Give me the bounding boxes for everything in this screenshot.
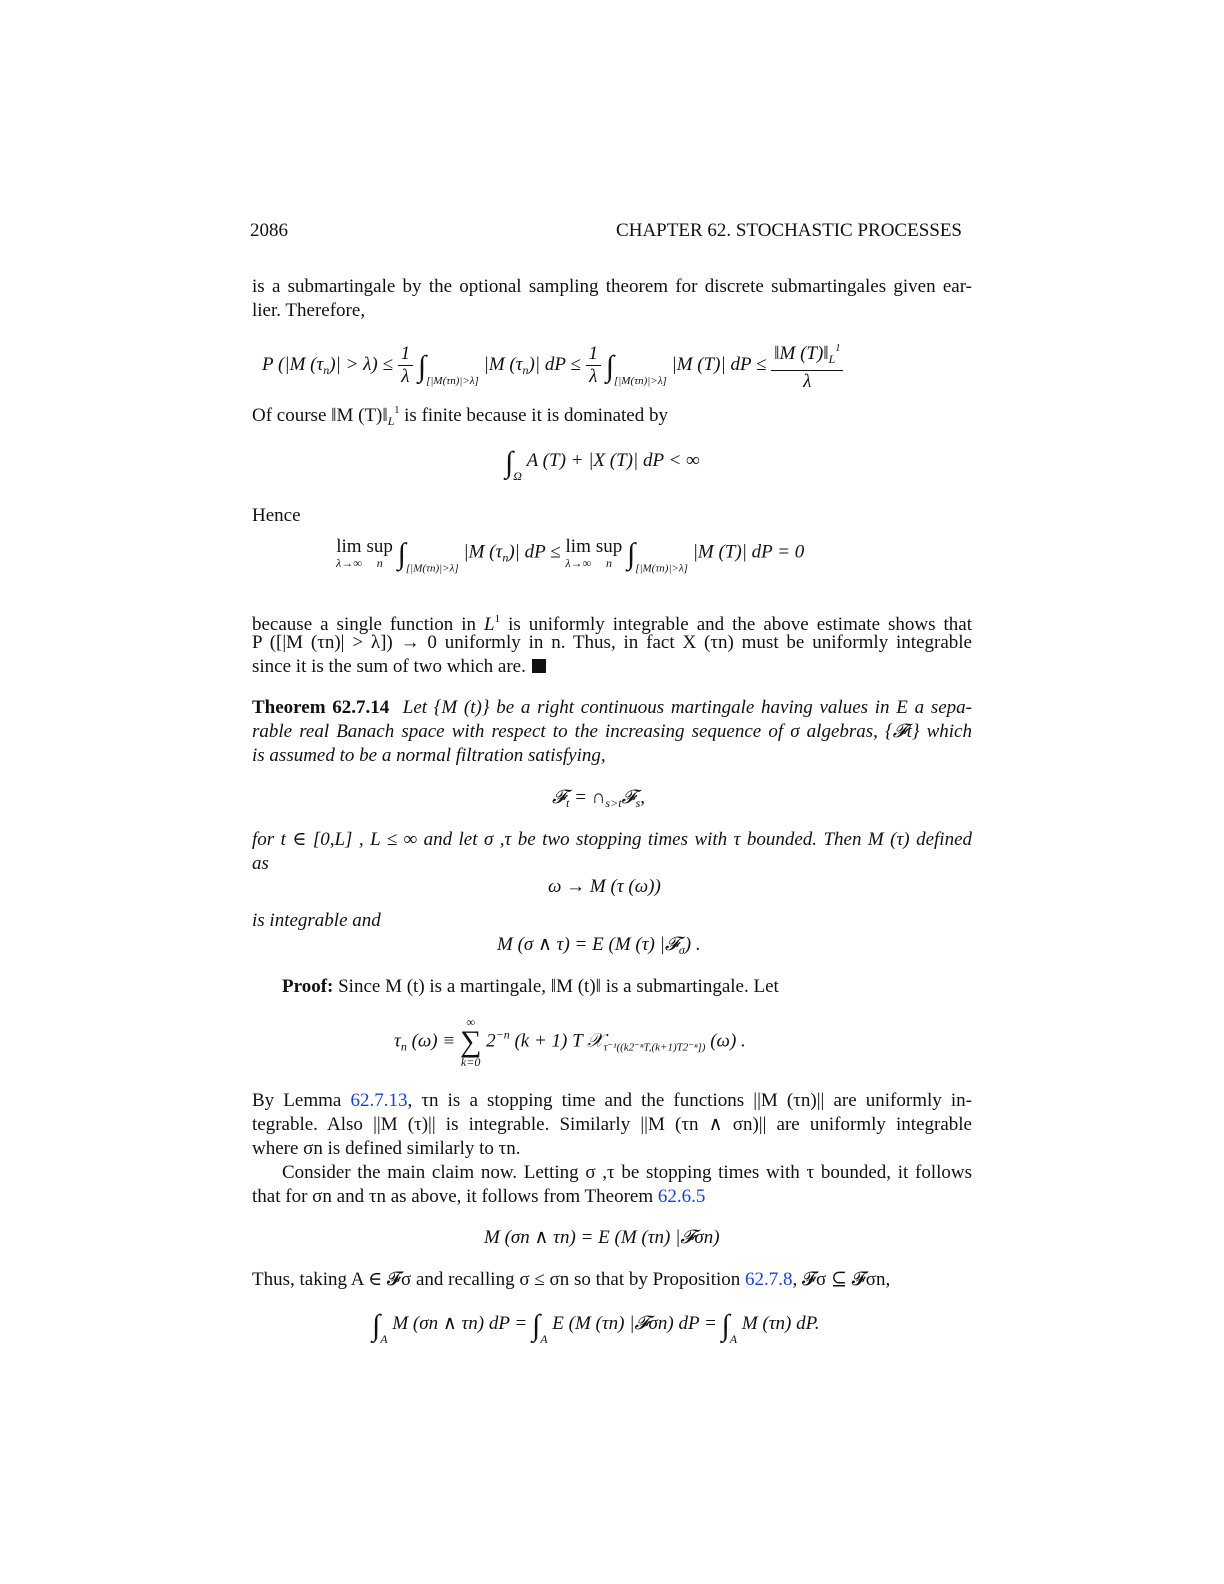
integral-domain: A: [729, 1332, 738, 1346]
fraction-numerator: 1: [586, 343, 602, 366]
eq-sup: 1: [394, 405, 400, 416]
text: , τn is a stopping time and the functions ||M (τn)|| are uniformly in-: [407, 1090, 973, 1111]
eq-text: (ω) .: [705, 1030, 746, 1052]
integral-sign: ∫: [531, 1309, 541, 1342]
integral-domain: )|>λ]: [455, 374, 479, 387]
eq-text: ) .: [684, 934, 701, 955]
text-line: [252, 607, 972, 635]
equation-1: [262, 338, 843, 393]
eq-sub: n: [502, 550, 509, 565]
sup-operator: [596, 537, 622, 569]
text: that for σn and τn as above, it follows from Theorem: [252, 1186, 658, 1207]
eq-sub: L: [387, 414, 395, 428]
text: , 𝓕σ ⊆ 𝓕σn,: [792, 1269, 891, 1290]
text-line: P ([|M (τn)| > λ]) → 0 uniformly in n. Thus, in fact X (τn) must be uniformly integrable: [252, 632, 972, 653]
text: since it is the sum of two which are.: [252, 656, 526, 677]
paragraph-2: [252, 405, 668, 429]
equation-4: [552, 787, 645, 811]
eq-sub: n: [522, 362, 529, 377]
text: Of course ‖M (T)‖: [252, 405, 388, 426]
text-line: for t ∈ [0,L] , L ≤ ∞ and let σ ,τ be two stopping times with τ bounded. Then M (τ) defined: [252, 829, 972, 850]
text-line: Consider the main claim now. Letting σ ,τ be stopping times with τ bounded, it follows: [282, 1162, 972, 1183]
eq-text: 𝓕: [621, 787, 636, 808]
qed-square-icon: [532, 659, 546, 673]
eq-text: 2: [486, 1030, 496, 1052]
equation-3: [336, 537, 804, 574]
fraction: [398, 343, 414, 388]
fraction-denominator: λ: [401, 366, 410, 387]
eq-text: |M (τ: [463, 541, 503, 563]
sum-upper: ∞: [466, 1015, 475, 1029]
fraction: [771, 338, 843, 393]
eq-sub: n: [659, 562, 665, 575]
integral-domain: A: [380, 1332, 388, 1346]
text-line: lier. Therefore,: [252, 300, 366, 321]
eq-sub: n: [429, 562, 436, 575]
text: Let {M (t)} be a right continuous martingale having values in E a sepa-: [402, 697, 973, 718]
equation-7: [394, 1016, 746, 1068]
eq-sub: n: [400, 1039, 407, 1054]
integral-domain: [|M(τ: [405, 562, 430, 575]
fraction-numerator: ‖M (T)‖: [774, 343, 829, 364]
proposition-link[interactable]: 62.7.8: [745, 1269, 793, 1290]
eq-text: )| > λ) ≤: [329, 353, 393, 375]
integral-sign: ∫: [505, 446, 514, 479]
text-line: is a submartingale by the optional sampling theorem for discrete submartingales given ear-: [252, 276, 972, 297]
theorem-62-7-14: [252, 696, 972, 768]
paragraph-3: [252, 607, 972, 679]
eq-text: M (σn ∧ τn) dP =: [392, 1313, 528, 1334]
summation: [460, 1016, 481, 1068]
eq-sub: s: [635, 796, 641, 810]
eq-sub: s>t: [605, 796, 622, 810]
eq-sub: τ⁻¹((k2⁻ⁿT,(k+1)T2⁻ⁿ]): [603, 1041, 706, 1054]
fraction: [586, 343, 602, 388]
integral-domain: [|M(τ: [426, 374, 451, 387]
integral-domain: [|M(τ: [614, 374, 639, 387]
text-line: as: [252, 853, 269, 874]
integral-domain: )|>λ]: [435, 562, 459, 575]
integral-sign: ∫: [721, 1309, 730, 1342]
eq-text: τ: [394, 1030, 401, 1052]
text-line: [252, 1185, 972, 1209]
integral-domain: [|M(τ: [635, 562, 660, 575]
lim-under: λ→∞: [565, 556, 592, 570]
integral-domain: )|>λ]: [664, 562, 688, 575]
text: L: [484, 614, 495, 635]
equation-6: [497, 933, 701, 958]
integral-sign: ∫: [397, 537, 406, 571]
integral-sign: ∫: [372, 1309, 381, 1342]
text: because a single function in: [252, 614, 485, 635]
integral-domain: Ω: [513, 469, 522, 483]
eq-sup: 1: [494, 613, 501, 625]
text: is uniformly integrable and the above estimate shows that: [500, 614, 972, 635]
eq-text: |M (τ: [483, 353, 523, 375]
text-line: [252, 655, 972, 679]
integral-sign: ∫: [626, 537, 636, 571]
hence-text: Hence: [252, 505, 301, 526]
theorem-text: is integrable and: [252, 910, 381, 931]
lim-text: lim: [565, 536, 591, 557]
limit-operator: [565, 537, 591, 569]
eq-text: (k + 1) T 𝒳: [509, 1030, 604, 1052]
lemma-link[interactable]: 62.7.13: [350, 1090, 408, 1111]
eq-sub: n: [323, 362, 330, 377]
eq-sup: −n: [495, 1027, 510, 1042]
equation-9: [372, 1309, 820, 1347]
eq-sup: 1: [835, 343, 841, 354]
eq-text: = ∩: [569, 787, 606, 808]
integral-domain: )|>λ]: [643, 374, 667, 387]
eq-text: P (|M (τ: [262, 353, 324, 375]
equation-2: [505, 446, 700, 484]
eq-text: )| dP ≤: [528, 353, 581, 375]
integral-sign: ∫: [417, 349, 427, 383]
text-line: is assumed to be a normal filtration satisfying,: [252, 745, 606, 766]
sum-lower: k=0: [460, 1055, 481, 1069]
limit-operator: [336, 537, 362, 569]
eq-text: ,: [640, 787, 645, 808]
eq-text: 𝓕: [552, 787, 567, 808]
eq-sub: L: [828, 352, 836, 366]
eq-sub: t: [566, 796, 570, 810]
sup-text: sup: [366, 536, 393, 557]
fraction-numerator: 1: [398, 343, 414, 366]
theorem-continued: [252, 828, 972, 876]
eq-text: E (M (τn) |𝓕σn) dP =: [552, 1313, 717, 1334]
eq-text: |M (T)| dP ≤: [671, 353, 767, 375]
equation-5: ω → M (τ (ω)): [548, 876, 661, 897]
text: Since M (t) is a martingale, ‖M (t)‖ is a submartingale. Let: [338, 976, 779, 997]
paragraph-6: [252, 1268, 890, 1291]
proof-label: Proof:: [282, 976, 334, 997]
sup-under: n: [606, 556, 613, 570]
text: Thus, taking A ∈ 𝓕σ and recalling σ ≤ σn so that by Proposition: [252, 1269, 746, 1290]
sup-under: n: [376, 556, 383, 570]
fraction-denominator: λ: [803, 371, 812, 392]
sup-text: sup: [595, 536, 623, 557]
theorem-link[interactable]: 62.6.5: [657, 1186, 706, 1207]
integral-sign: ∫: [605, 349, 614, 383]
text-line: where σn is defined similarly to τn.: [252, 1138, 521, 1159]
eq-text: A (T) + |X (T)| dP < ∞: [526, 450, 700, 471]
text: is finite because it is dominated by: [399, 405, 668, 426]
fraction-denominator: λ: [589, 366, 598, 387]
page-number: 2086: [250, 220, 288, 241]
eq-sub: σ: [678, 943, 685, 957]
running-title: CHAPTER 62. STOCHASTIC PROCESSES: [616, 220, 962, 241]
eq-text: |M (T)| dP = 0: [692, 541, 805, 563]
text-line: [252, 696, 972, 720]
paragraph-5: [252, 1161, 972, 1209]
eq-text: M (τn) dP.: [741, 1313, 820, 1334]
eq-sub: n: [638, 374, 644, 387]
text: By Lemma: [252, 1090, 351, 1111]
eq-text: M (σ ∧ τ) = E (M (τ) |𝓕: [497, 934, 679, 955]
sum-symbol: ∑: [459, 1025, 482, 1058]
lim-text: lim: [336, 536, 362, 557]
paragraph-4: [252, 1089, 972, 1161]
theorem-label: Theorem 62.7.14: [252, 697, 390, 718]
integral-domain: A: [540, 1332, 548, 1346]
sup-operator: [367, 537, 393, 569]
text-line: rable real Banach space with respect to the increasing sequence of σ algebras, {𝓕t} which: [252, 721, 972, 742]
lim-under: λ→∞: [336, 556, 362, 570]
paragraph-1: [252, 275, 972, 323]
eq-sub: n: [450, 374, 456, 387]
proof-paragraph: [282, 976, 779, 998]
eq-text: )| dP ≤: [508, 541, 561, 563]
equation-8: M (σn ∧ τn) = E (M (τn) |𝓕σn): [484, 1227, 720, 1248]
text-line: [252, 1089, 972, 1113]
eq-text: (ω) ≡: [406, 1030, 456, 1052]
text-line: tegrable. Also ||M (τ)|| is integrable. Similarly ||M (τn ∧ σn)|| are uniformly integrable: [252, 1114, 972, 1135]
